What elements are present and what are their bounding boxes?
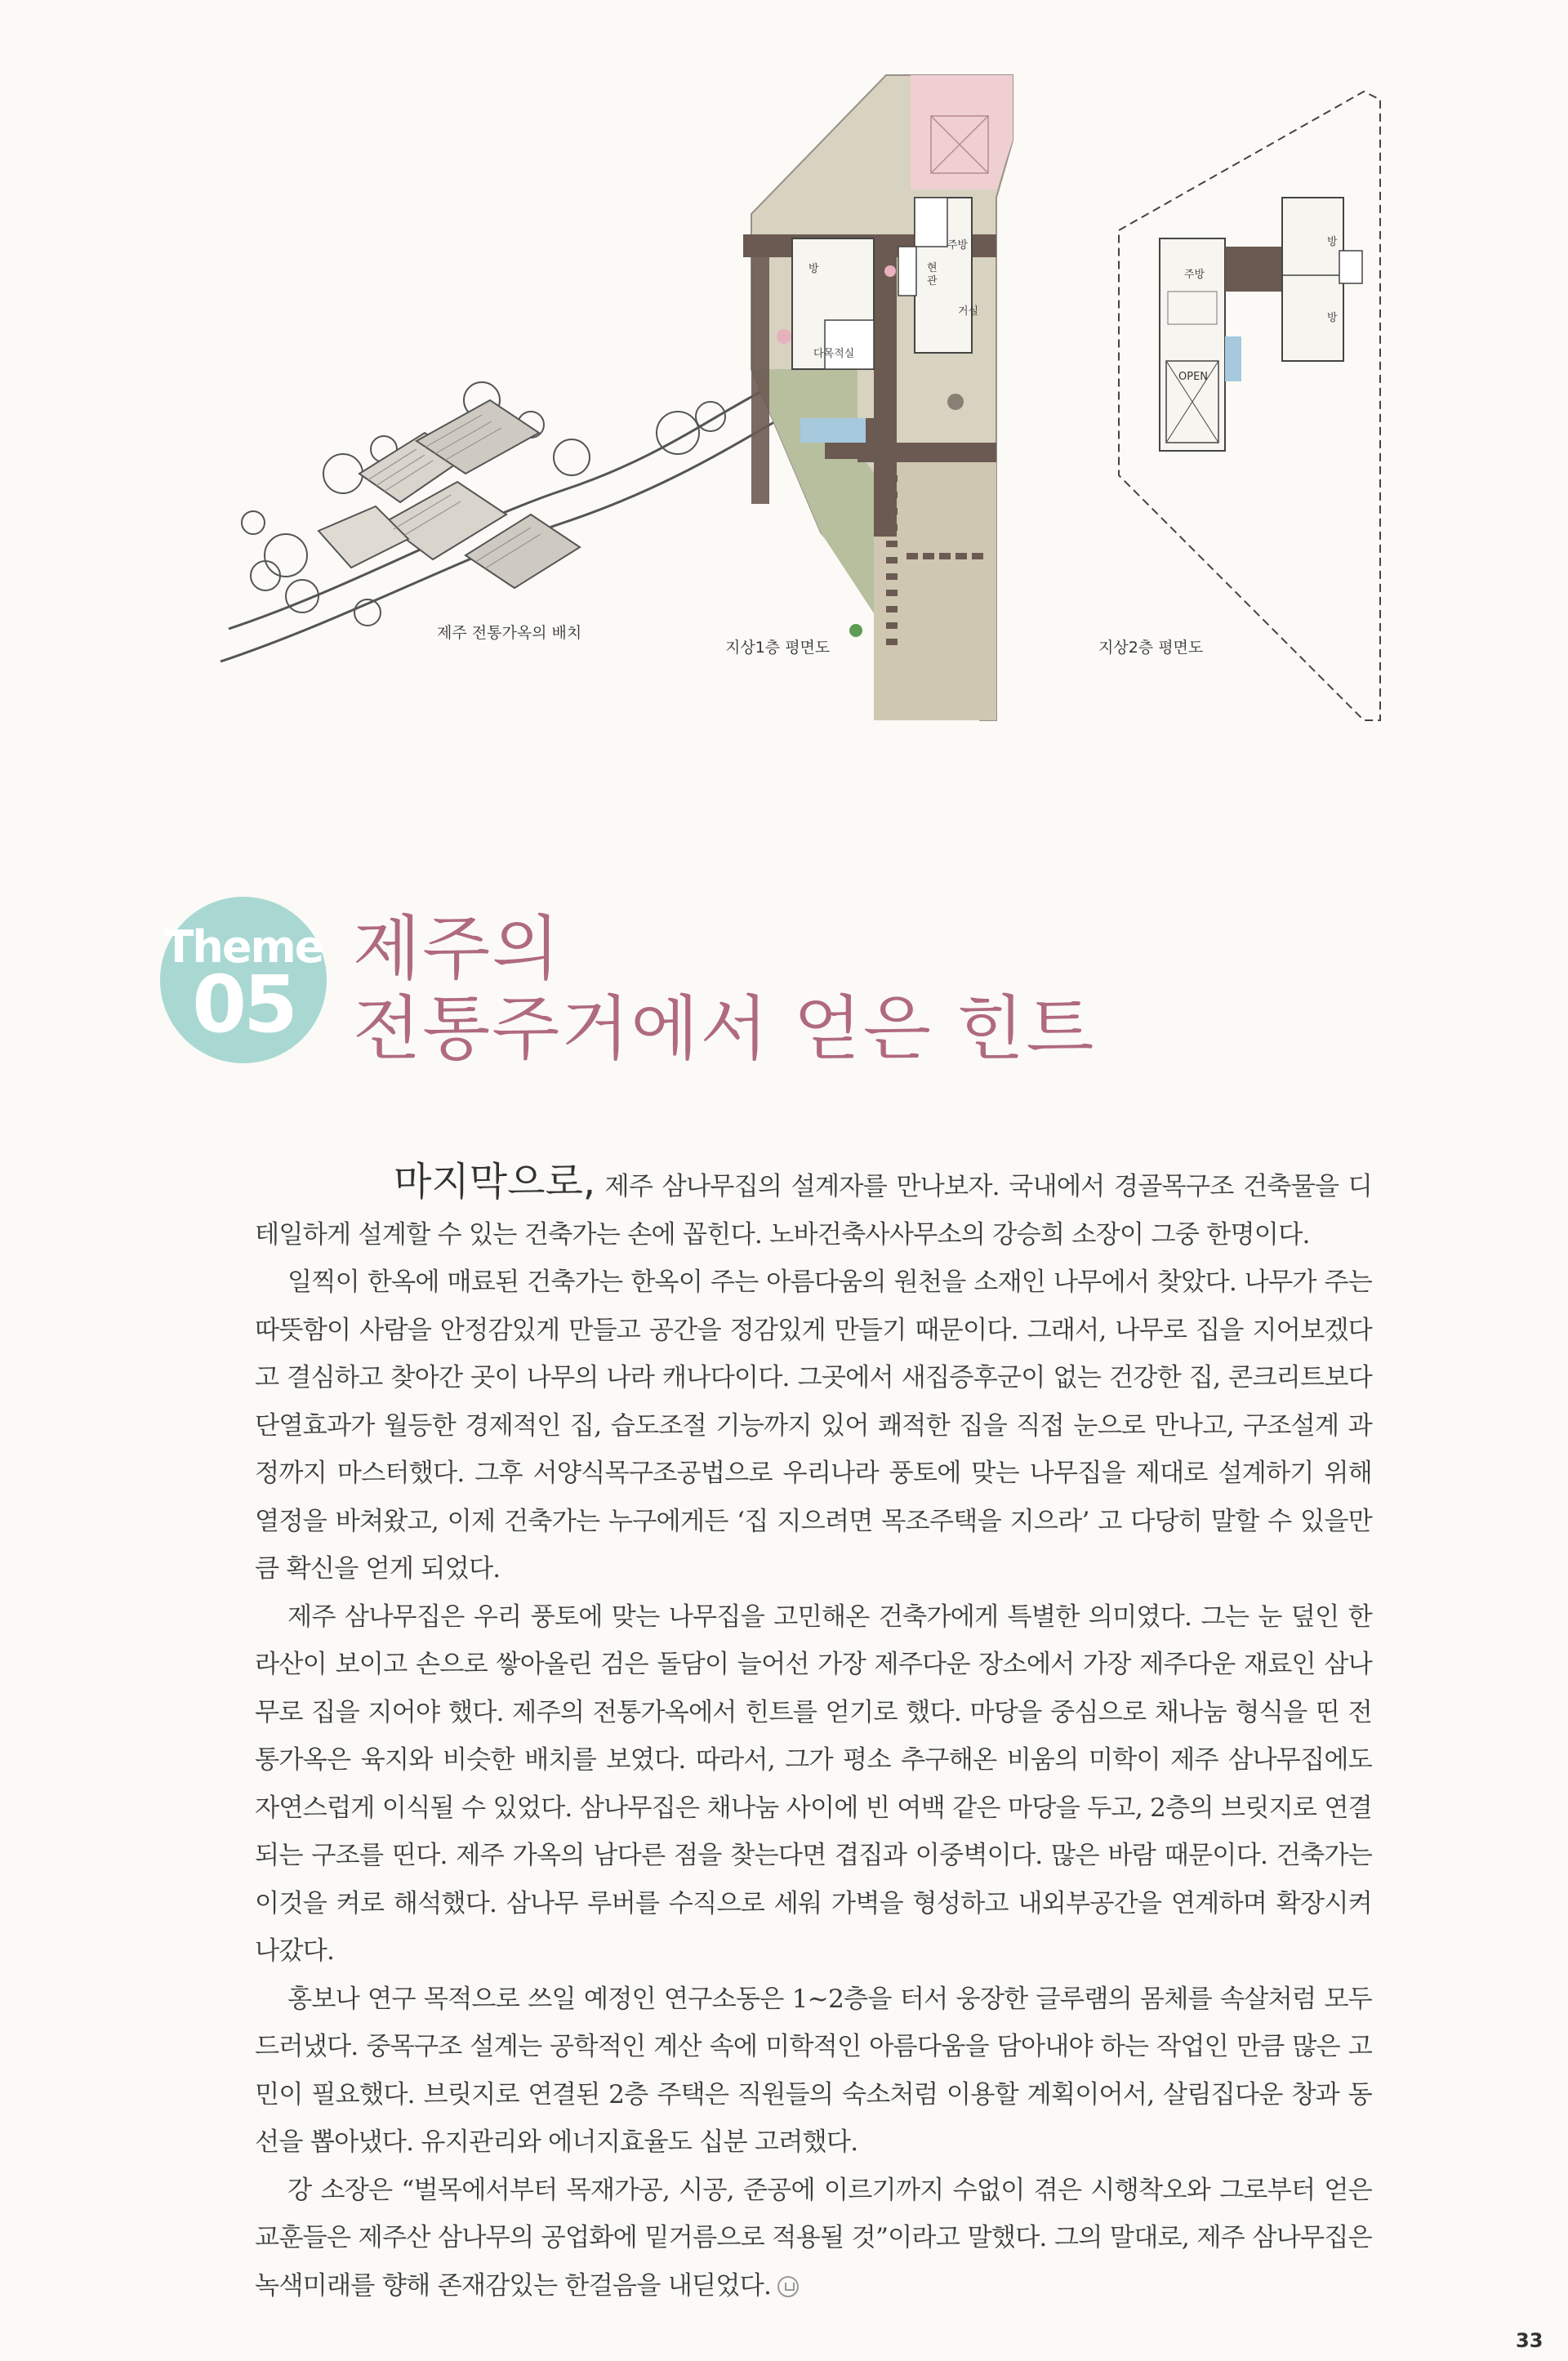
floor2-plan bbox=[1102, 75, 1380, 720]
floor1-label-dayokjeoksil: 다목적실 bbox=[813, 348, 855, 360]
theme-badge-word: Theme bbox=[163, 921, 323, 973]
floor2-label-bang-a: 방 bbox=[1327, 236, 1338, 248]
floor1-label-jubang: 주방 bbox=[947, 239, 969, 252]
article-paragraph-1 bbox=[255, 1158, 1372, 1258]
site-layout-sketch bbox=[220, 351, 792, 662]
end-mark-icon bbox=[777, 2276, 799, 2297]
floor1-label-gwan: 관 bbox=[927, 275, 938, 287]
site-layout-caption: 제주 전통가옥의 배치 bbox=[437, 624, 582, 642]
floor1-label-bang: 방 bbox=[808, 263, 819, 275]
article-paragraph-5-text: 강 소장은 “벌목에서부터 목재가공, 시공, 준공에 이르기까지 수없이 겪은 시행착오와 그로부터 얻은 교훈들은 제주산 삼나무의 공업화에 밑거름으로 적용될 것”이라고 말했다. 그의 말대로, 제주 삼나무집은 녹색미래를 향해 존재감있는 한걸음을 내딛었다. bbox=[255, 2175, 1372, 2301]
article-paragraph-2: 일찍이 한옥에 매료된 건축가는 한옥이 주는 아름다움의 원천을 소재인 나무에서 찾았다. 나무가 주는 따뜻함이 사람을 안정감있게 만들고 공간을 정감있게 만들기 때문이다. 그래서, 나무로 집을 지어보겠다고 결심하고 찾아간 곳이 나무의 나라 캐나다이다. 그곳에서 새집증후군이 없는 건강한 집, 콘크리트보다 단열효과가 월등한 경제적인 집, 습도조절 기능까지 있어 쾌적한 집을 직접 눈으로 만나고, 구조설계 과정까지 마스터했다. 그후 서양식목구조공법으로 우리나라 풍토에 맞는 나무집을 제대로 설계하기 위해 열정을 바쳐왔고, 이제 건축가는 누구에게든 ‘집 지으려면 목조주택을 지으라’ 고 다당히 말할 수 있을만큼 확신을 얻게 되었다. bbox=[255, 1267, 1372, 1584]
article-paragraph-5 bbox=[255, 2167, 1372, 2310]
lead-word: 마지막으로, bbox=[394, 1159, 596, 1205]
floor1-label-geosil: 거실 bbox=[958, 305, 979, 318]
floor2-label-bang-b: 방 bbox=[1327, 312, 1338, 324]
floor2-label-open: OPEN bbox=[1178, 371, 1209, 383]
headline-line2: 전통주거에서 얻은 힌트 bbox=[353, 988, 1096, 1070]
theme-badge-number: 05 bbox=[192, 959, 295, 1050]
article-body bbox=[255, 1158, 1372, 2310]
article-paragraph-4: 홍보나 연구 목적으로 쓰일 예정인 연구소동은 1~2층을 터서 웅장한 글루램의 몸체를 속살처럼 모두 드러냈다. 중목구조 설계는 공학적인 계산 속에 미학적인 아름다움을 담아내야 하는 작업인 만큼 많은 고민이 필요했다. 브릿지로 연결된 2층 주택은 직원들의 숙소처럼 이용할 계획이어서, 살림집다운 창과 동선을 뽑아냈다. 유지관리와 에너지효율도 십분 고려했다. bbox=[255, 1984, 1372, 2157]
page-number: 33 bbox=[1516, 2329, 1544, 2352]
theme-badge bbox=[160, 897, 327, 1063]
floor1-plan bbox=[743, 75, 1013, 720]
article-paragraph-3: 제주 삼나무집은 우리 풍토에 맞는 나무집을 고민해온 건축가에게 특별한 의미였다. 그는 눈 덮인 한라산이 보이고 손으로 쌓아올린 검은 돌담이 늘어선 가장 제주다운 장소에서 가장 제주다운 재료인 삼나무로 집을 지어야 했다. 제주의 전통가옥에서 힌트를 얻기로 했다. 마당을 중심으로 채나눔 형식을 띤 전통가옥은 육지와 비슷한 배치를 보였다. 따라서, 그가 평소 추구해온 비움의 미학이 제주 삼나무집에도 자연스럽게 이식될 수 있었다. 삼나무집은 채나눔 사이에 빈 여백 같은 마당을 두고, 2층의 브릿지로 연결되는 구조를 띤다. 제주 가옥의 남다른 점을 찾는다면 겹집과 이중벽이다. 많은 바람 때문이다. 건축가는 이것을 켜로 해석했다. 삼나무 루버를 수직으로 세워 가벽을 형성하고 내외부공간을 연계하며 확장시켜 나갔다. bbox=[255, 1601, 1372, 1966]
floor2-caption: 지상2층 평면도 bbox=[1098, 639, 1204, 657]
floor2-label-jubang: 주방 bbox=[1184, 269, 1205, 281]
floor1-caption: 지상1층 평면도 bbox=[725, 639, 831, 657]
article-paragraph-1-text: 제주 삼나무집의 설계자를 만나보자. 국내에서 경골목구조 건축물을 디테일하게 설계할 수 있는 건축가는 손에 꼽힌다. 노바건축사사무소의 강승희 소장이 그중 한명이다. bbox=[255, 1172, 1372, 1250]
headline-line1: 제주의 bbox=[353, 908, 562, 990]
floor1-label-hyeon: 현 bbox=[927, 262, 938, 274]
